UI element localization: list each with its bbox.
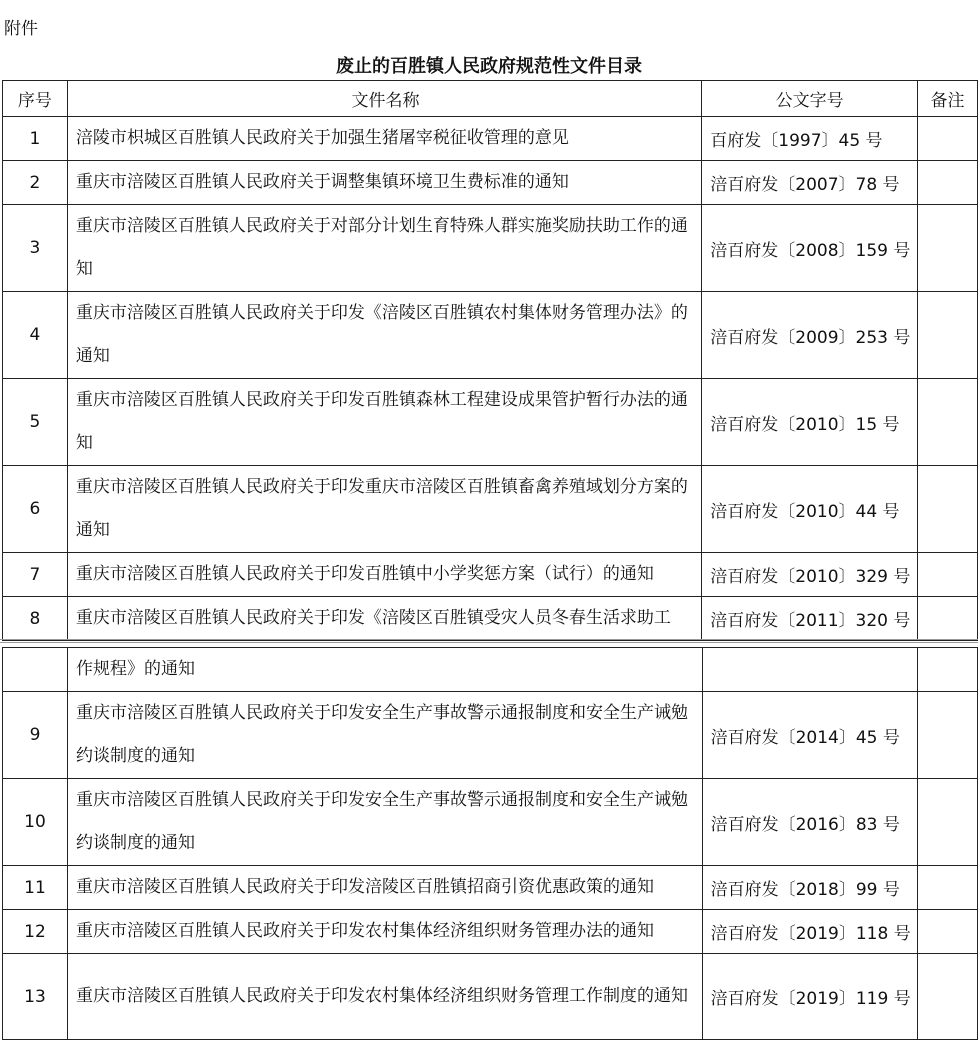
row-doc-number [702,648,918,692]
table-body-page-2 [3,648,978,1040]
table-row [3,866,978,910]
table-row [3,553,978,597]
attachment-label: 附件 [4,19,38,39]
row-remarks [918,161,978,205]
document-table-page-2 [2,647,978,1040]
row-remarks [918,648,978,692]
header-doc-number: 公文字号 [702,81,918,117]
row-file-name: 重庆市涪陵区百胜镇人民政府关于印发安全生产事故警示通报制度和安全生产诫勉约谈制度的通知 [67,779,702,866]
row-doc-number: 涪百府发〔2014〕45 号 [702,692,918,779]
table-row [3,954,978,1040]
row-serial: 1 [3,117,68,161]
row-remarks [918,866,978,910]
row-file-name: 重庆市涪陵区百胜镇人民政府关于印发农村集体经济组织财务管理工作制度的通知 [67,954,702,1040]
row-doc-number: 涪百府发〔2019〕118 号 [702,910,918,954]
row-serial: 8 [3,597,68,641]
row-file-name: 重庆市涪陵区百胜镇人民政府关于印发重庆市涪陵区百胜镇畜禽养殖域划分方案的通知 [67,466,701,553]
table-row [3,692,978,779]
row-file-name: 作规程》的通知 [67,648,702,692]
header-remarks: 备注 [918,81,978,117]
row-serial: 13 [3,954,68,1040]
row-doc-number: 涪百府发〔2009〕253 号 [702,292,918,379]
row-serial: 10 [3,779,68,866]
row-remarks [918,466,978,553]
header-serial: 序号 [3,81,68,117]
row-serial [3,648,68,692]
row-file-name: 重庆市涪陵区百胜镇人民政府关于印发《涪陵区百胜镇受灾人员冬春生活求助工 [67,597,701,641]
row-serial: 9 [3,692,68,779]
row-serial: 12 [3,910,68,954]
row-file-name: 重庆市涪陵区百胜镇人民政府关于印发安全生产事故警示通报制度和安全生产诫勉约谈制度的通知 [67,692,702,779]
table-row [3,117,978,161]
row-doc-number: 涪百府发〔2010〕44 号 [702,466,918,553]
page-break-line [0,639,978,640]
row-serial: 4 [3,292,68,379]
row-serial: 6 [3,466,68,553]
row-remarks [918,597,978,641]
table-row [3,910,978,954]
row-doc-number: 涪百府发〔2010〕15 号 [702,379,918,466]
row-doc-number: 涪百府发〔2010〕329 号 [702,553,918,597]
row-file-name: 重庆市涪陵区百胜镇人民政府关于印发涪陵区百胜镇招商引资优惠政策的通知 [67,866,702,910]
table-row [3,205,978,292]
document-table-page-1 [2,80,978,641]
row-file-name: 重庆市涪陵区百胜镇人民政府关于调整集镇环境卫生费标准的通知 [67,161,701,205]
document-title: 废止的百胜镇人民政府规范性文件目录 [336,56,642,77]
row-serial: 11 [3,866,68,910]
row-file-name: 重庆市涪陵区百胜镇人民政府关于对部分计划生育特殊人群实施奖励扶助工作的通知 [67,205,701,292]
table-row [3,292,978,379]
row-serial: 3 [3,205,68,292]
row-doc-number: 涪百府发〔2008〕159 号 [702,205,918,292]
row-doc-number: 涪百府发〔2016〕83 号 [702,779,918,866]
table-header-row [3,81,978,117]
row-doc-number: 涪百府发〔2019〕119 号 [702,954,918,1040]
table-row [3,161,978,205]
row-remarks [918,910,978,954]
row-doc-number: 涪百府发〔2018〕99 号 [702,866,918,910]
row-serial: 7 [3,553,68,597]
row-doc-number: 百府发〔1997〕45 号 [702,117,918,161]
row-doc-number: 涪百府发〔2011〕320 号 [702,597,918,641]
row-remarks [918,553,978,597]
row-serial: 2 [3,161,68,205]
page-break-line [0,642,978,643]
row-remarks [918,292,978,379]
row-file-name: 重庆市涪陵区百胜镇人民政府关于印发百胜镇森林工程建设成果管护暂行办法的通知 [67,379,701,466]
row-remarks [918,117,978,161]
table-row [3,466,978,553]
header-file-name: 文件名称 [67,81,701,117]
row-file-name: 涪陵市枳城区百胜镇人民政府关于加强生猪屠宰税征收管理的意见 [67,117,701,161]
table-row [3,379,978,466]
row-remarks [918,205,978,292]
row-serial: 5 [3,379,68,466]
row-remarks [918,692,978,779]
row-remarks [918,954,978,1040]
row-file-name: 重庆市涪陵区百胜镇人民政府关于印发农村集体经济组织财务管理办法的通知 [67,910,702,954]
table-row [3,779,978,866]
row-remarks [918,779,978,866]
row-remarks [918,379,978,466]
row-file-name: 重庆市涪陵区百胜镇人民政府关于印发百胜镇中小学奖惩方案（试行）的通知 [67,553,701,597]
table-body-page-1 [3,117,978,641]
table-row [3,597,978,641]
table-row [3,648,978,692]
row-file-name: 重庆市涪陵区百胜镇人民政府关于印发《涪陵区百胜镇农村集体财务管理办法》的通知 [67,292,701,379]
row-doc-number: 涪百府发〔2007〕78 号 [702,161,918,205]
